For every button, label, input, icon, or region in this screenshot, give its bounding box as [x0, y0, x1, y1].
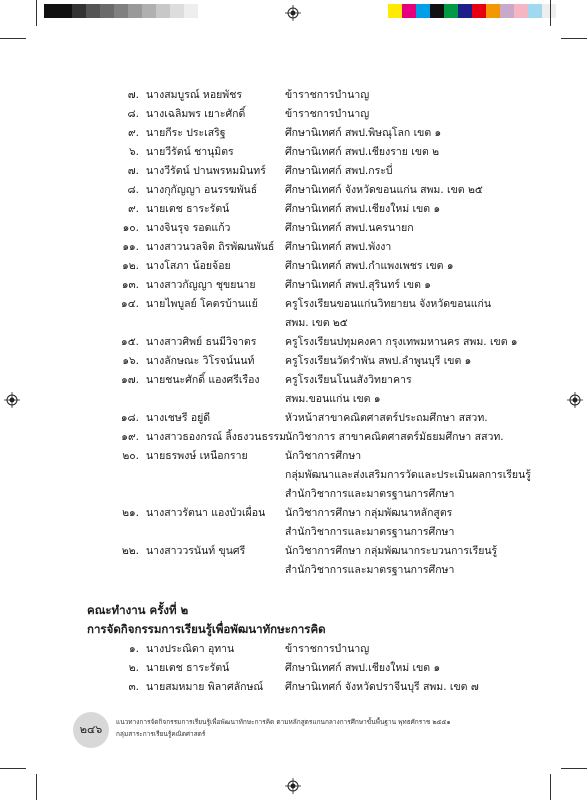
color-swatch [514, 4, 528, 18]
member-name: นางจินรุจ รอดแก้ว [146, 222, 231, 234]
member-position: นักวิชาการ สาขาคณิตศาสตร์มัธยมศึกษา สสวท. [285, 431, 504, 443]
list-item [0, 678, 587, 697]
list-item [0, 219, 587, 238]
color-swatch [86, 4, 100, 18]
member-position: ศึกษานิเทศก์ สพป.สุรินทร์ เขต ๑ [285, 279, 431, 291]
item-number: ๗. [127, 165, 139, 177]
crop-mark [0, 38, 26, 39]
footer-subject: กลุ่มสาระการเรียนรู้คณิตศาสตร์ [116, 730, 206, 738]
color-swatch [170, 4, 184, 18]
item-number: ๙. [127, 203, 139, 215]
member-name: นายธรพงษ์ เหนือกราย [146, 450, 248, 462]
member-position: ครูโรงเรียนวัดรำพัน สพป.ลำพูนบุรี เขต ๑ [285, 355, 472, 367]
member-position: ศึกษานิเทศก์ สพป.พิษณุโลก เขต ๑ [285, 127, 442, 139]
list-item [0, 659, 587, 678]
item-number: ๑๓. [121, 279, 139, 291]
list-item [0, 200, 587, 219]
member-name: นางสาวนวลจิต ถิรพัฒนพันธ์ [146, 241, 275, 253]
list-item [0, 428, 587, 447]
list-item [0, 333, 587, 352]
color-swatch [388, 4, 402, 18]
list-item [0, 390, 587, 409]
list-item [0, 105, 587, 124]
member-position: ศึกษานิเทศก์ สพป.กระบี่ [285, 165, 393, 177]
item-number: ๑๘. [120, 412, 139, 424]
member-position: ศึกษานิเทศก์ สพป.เชียงราย เขต ๒ [285, 146, 440, 158]
member-position: ศึกษานิเทศก์ จังหวัดขอนแก่น สพม. เขต ๒๕ [285, 184, 483, 196]
member-position: ศึกษานิเทศก์ สพป.พังงา [285, 241, 392, 253]
member-position: ครูโรงเรียนปทุมคงคา กรุงเทพมหานคร สพม. เขต ๑ [285, 336, 518, 348]
list-item [0, 542, 587, 561]
member-position: ศึกษานิเทศก์ สพป.กำแพงเพชร เขต ๑ [285, 260, 454, 272]
member-name: นางสาวกัญญา ชุขยนาย [146, 279, 256, 291]
member-name: นายเตช ธาระรัตน์ [146, 203, 230, 215]
member-name: นายเตช ธาระรัตน์ [146, 662, 230, 674]
list-item [0, 124, 587, 143]
member-name: นางสาวรัตนา แองบัวเผื่อน [146, 507, 266, 519]
item-number: ๘. [127, 184, 139, 196]
member-name: นางลักษณะ วิโรจน์นนท์ [146, 355, 255, 367]
list-item [0, 561, 587, 580]
member-name: นางสาวธองกรณ์ ลิ้งธงวนธรรม [146, 431, 287, 443]
color-swatch [44, 4, 58, 18]
member-name: นายสมหมาย พิลาศลักษณ์ [146, 681, 264, 693]
crop-mark [561, 768, 587, 769]
list-item [0, 162, 587, 181]
list-item [0, 523, 587, 542]
item-number: ๑๕. [121, 336, 139, 348]
color-swatch [472, 4, 486, 18]
item-number: ๖. [128, 146, 139, 158]
cmyk-color-bar [388, 4, 556, 18]
color-swatch [114, 4, 128, 18]
list-item [0, 238, 587, 257]
member-name: นายไพบูลย์ โคตรบ้านแย้ [146, 298, 258, 310]
item-number: ๙. [127, 127, 139, 139]
member-position: ศึกษานิเทศก์ สพป.เชียงใหม่ เขต ๑ [285, 662, 441, 674]
member-position: นักวิชาการศึกษา กลุ่มพัฒนากระบวนการเรียนรู้ [285, 545, 498, 557]
color-swatch [156, 4, 170, 18]
list-item [0, 143, 587, 162]
crop-mark [550, 0, 551, 26]
item-number: ๒๒. [121, 545, 139, 557]
member-name: นายชนะศักดิ์ แองศรีเรือง [146, 374, 260, 386]
crop-mark [36, 0, 37, 26]
color-swatch [458, 4, 472, 18]
list-item [0, 409, 587, 428]
item-number: ๑๑. [122, 241, 139, 253]
section-heading: คณะทำงาน ครั้งที่ ๒ [87, 603, 189, 617]
member-name: นางวีรัตน์ ปานพรหมมินทร์ [146, 165, 266, 177]
member-name: นางสาววรนันท์ ขุนศรี [146, 545, 246, 557]
item-number: ๒. [128, 662, 139, 674]
member-position: สพม. เขต ๒๕ [285, 317, 348, 329]
page-number: ๒๔๖ [73, 712, 109, 748]
list-item [0, 485, 587, 504]
footer-book-title: แนวทางการจัดกิจกรรมการเรียนรู้เพื่อพัฒนาทักษะการคิด ตามหลักสูตรแกนกลางการศึกษาขั้นพื้นฐาน พุทธศักราช ๒๕๕๑ [116, 718, 451, 726]
section-subheading: การจัดกิจกรรมการเรียนรู้เพื่อพัฒนาทักษะการคิด [87, 622, 326, 636]
member-name: นายกีระ ประเสริฐ [146, 127, 226, 139]
member-name: นางสมบูรณ์ หอยพัชร [146, 89, 242, 101]
item-number: ๑๐. [122, 222, 139, 234]
color-swatch [402, 4, 416, 18]
color-swatch [542, 4, 556, 18]
item-number: ๑๔. [121, 298, 139, 310]
list-item [0, 466, 587, 485]
item-number: ๑๖. [122, 355, 139, 367]
crop-mark [561, 38, 587, 39]
member-position: สำนักวิชาการและมาตรฐานการศึกษา [285, 526, 455, 538]
crop-mark [36, 774, 37, 800]
list-item [0, 86, 587, 105]
member-name: นางสาวศิพย์ ธนมีวิจาตร [146, 336, 257, 348]
list-item [0, 447, 587, 466]
item-number: ๑. [128, 643, 139, 655]
list-item [0, 295, 587, 314]
member-position: นักวิชาการศึกษา [285, 450, 362, 462]
member-position: สำนักวิชาการและมาตรฐานการศึกษา [285, 564, 455, 576]
list-item [0, 276, 587, 295]
list-item [0, 504, 587, 523]
member-position: หัวหน้าสาขาคณิตศาสตร์ประถมศึกษา สสวท. [285, 412, 488, 424]
item-number: ๘. [127, 108, 139, 120]
item-number: ๓. [128, 681, 139, 693]
member-position: ศึกษานิเทศก์ สพป.นครนายก [285, 222, 414, 234]
member-position: ครูโรงเรียนขอนแก่นวิทยายน จังหวัดขอนแก่น [285, 298, 492, 310]
member-position: สำนักวิชาการและมาตรฐานการศึกษา [285, 488, 455, 500]
color-swatch [500, 4, 514, 18]
member-position: สพม.ขอนแก่น เขต ๑ [285, 393, 381, 405]
member-position: ข้าราชการบำนาญ [285, 89, 370, 101]
color-swatch [58, 4, 72, 18]
color-swatch [444, 4, 458, 18]
crop-mark [550, 774, 551, 800]
color-swatch [72, 4, 86, 18]
registration-mark-icon [285, 778, 301, 794]
member-position: ศึกษานิเทศก์ จังหวัดปราจีนบุรี สพม. เขต ๗ [285, 681, 479, 693]
list-item [0, 640, 587, 659]
item-number: ๗. [127, 89, 139, 101]
member-position: นักวิชาการศึกษา กลุ่มพัฒนาหลักสูตร [285, 507, 453, 519]
member-name: นางประณิดา อุทาน [146, 643, 235, 655]
item-number: ๑๒. [122, 260, 139, 272]
member-name: นางโสภา น้อยจ้อย [146, 260, 231, 272]
item-number: ๒๐. [122, 450, 139, 462]
member-name: นางเฉลิมพร เยาะศักดิ์ [146, 108, 246, 120]
list-item [0, 352, 587, 371]
member-position: ข้าราชการบำนาญ [285, 108, 370, 120]
list-item [0, 257, 587, 276]
list-item [0, 371, 587, 390]
color-swatch [184, 4, 198, 18]
color-swatch [416, 4, 430, 18]
working-group-list [0, 640, 587, 697]
crop-mark [0, 768, 26, 769]
committee-list [0, 86, 587, 580]
color-swatch [486, 4, 500, 18]
grayscale-color-bar [44, 4, 198, 18]
member-name: นายวีรัตน์ ชานุมิตร [146, 146, 234, 158]
color-swatch [100, 4, 114, 18]
member-name: นางกุกัญญา อนรรฆพันธ์ [146, 184, 258, 196]
list-item [0, 314, 587, 333]
member-position: ครูโรงเรียนโนนสังวิทยาคาร [285, 374, 412, 386]
color-swatch [528, 4, 542, 18]
color-swatch [128, 4, 142, 18]
item-number: ๒๑. [122, 507, 139, 519]
member-position: ข้าราชการบำนาญ [285, 643, 370, 655]
item-number: ๑๗. [121, 374, 139, 386]
list-item [0, 181, 587, 200]
registration-mark-icon [285, 5, 301, 21]
color-swatch [430, 4, 444, 18]
member-position: ศึกษานิเทศก์ สพป.เชียงใหม่ เขต ๑ [285, 203, 441, 215]
member-position: กลุ่มพัฒนาและส่งเสริมการวัดและประเมินผลการเรียนรู้ [285, 469, 531, 481]
color-swatch [142, 4, 156, 18]
item-number: ๑๙. [121, 431, 139, 443]
member-name: นางเชษรี อยู่ดี [146, 412, 211, 424]
